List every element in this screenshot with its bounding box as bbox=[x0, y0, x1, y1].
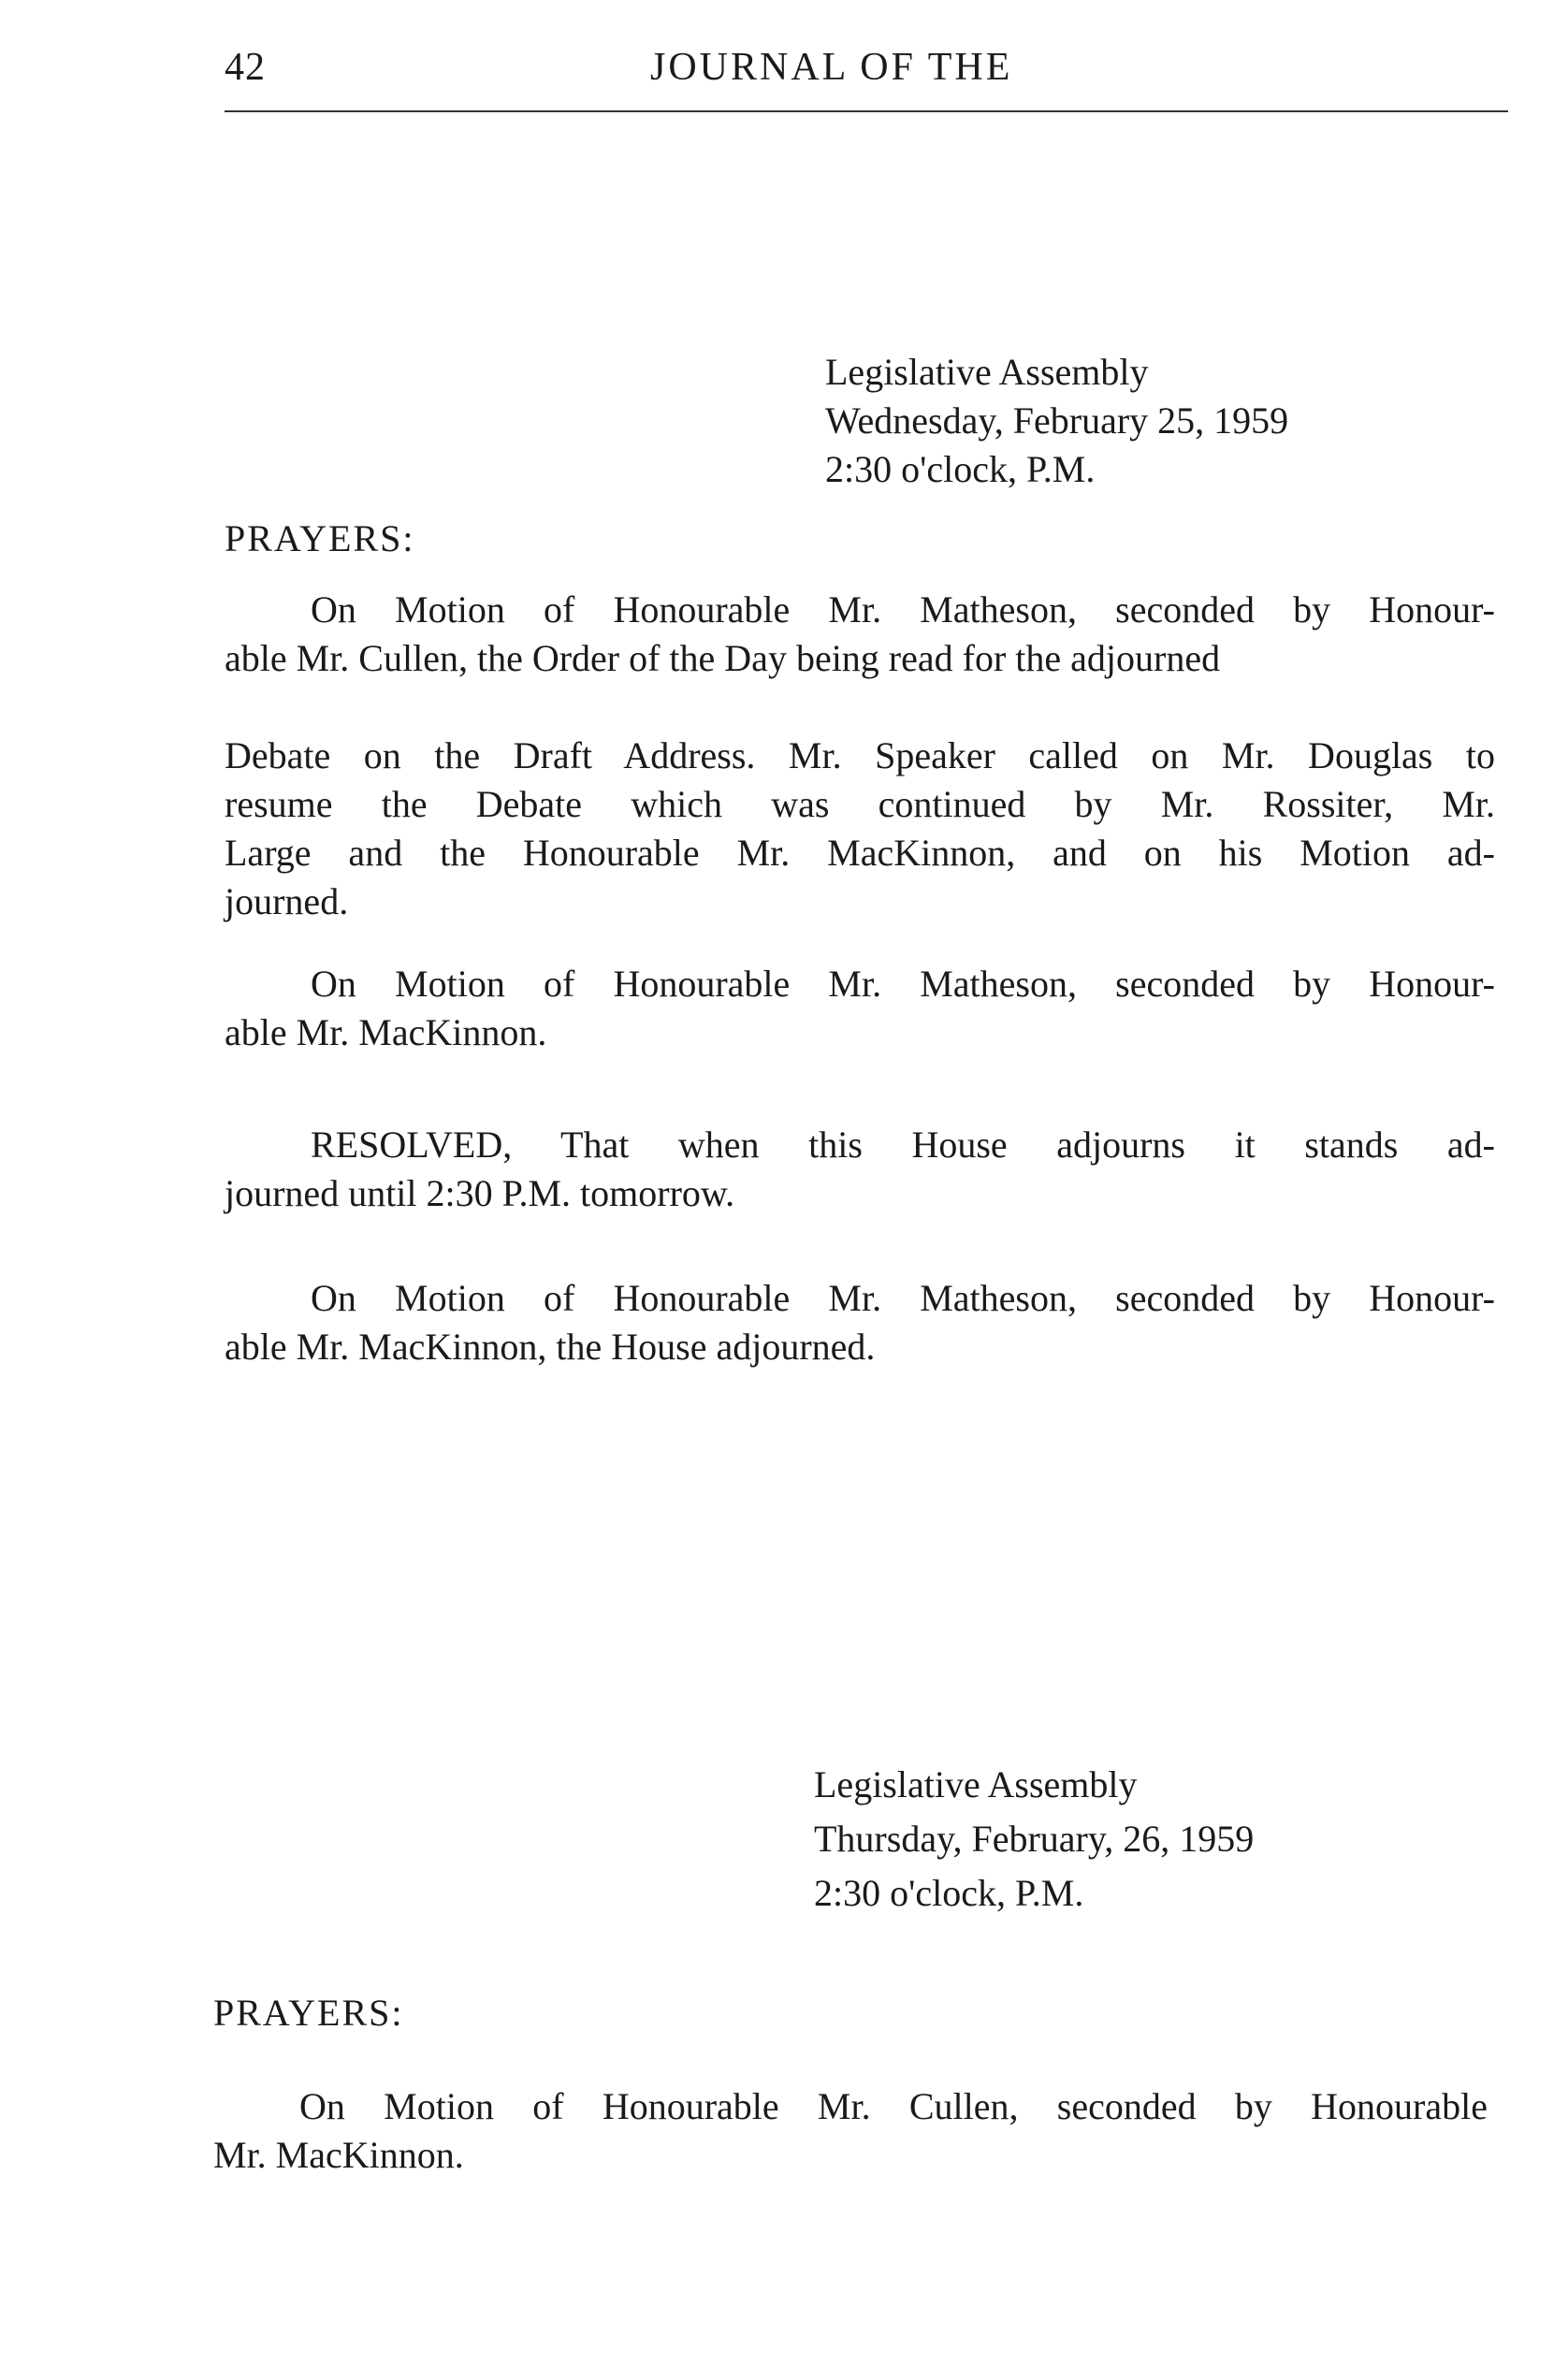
session-2-prayers-heading: PRAYERS: bbox=[213, 1992, 404, 2034]
running-head: JOURNAL OF THE bbox=[650, 46, 1013, 89]
session-1-p2-line-1: Debate on the Draft Address. Mr. Speaker called on Mr. Douglas to bbox=[225, 734, 1495, 776]
session-1-p2-line-3: Large and the Honourable Mr. MacKinnon, and on his Motion ad- bbox=[225, 832, 1495, 874]
header-rule bbox=[225, 110, 1508, 112]
session-1-p1-line-1: On Motion of Honourable Mr. Matheson, seconded by Honour- bbox=[311, 588, 1495, 631]
session-1-time: 2:30 o'clock, P.M. bbox=[825, 448, 1096, 490]
session-1-prayers-heading: PRAYERS: bbox=[225, 517, 415, 559]
session-2-time: 2:30 o'clock, P.M. bbox=[814, 1872, 1084, 1914]
session-1-p3-line-2: able Mr. MacKinnon. bbox=[225, 1011, 547, 1053]
session-1-p3-line-1: On Motion of Honourable Mr. Matheson, seconded by Honour- bbox=[311, 963, 1495, 1005]
session-1-paragraph-3 bbox=[225, 960, 1495, 1057]
session-1-p1-line-2: able Mr. Cullen, the Order of the Day being read for the adjourned bbox=[225, 637, 1221, 679]
session-2-dateline bbox=[814, 1761, 1254, 1918]
session-1-paragraph-1 bbox=[225, 586, 1495, 683]
session-2-paragraph-1 bbox=[213, 2082, 1488, 2180]
session-1-assembly: Legislative Assembly bbox=[825, 351, 1149, 393]
session-2-p1-line-1: On Motion of Honourable Mr. Cullen, seconded by Honourable bbox=[299, 2085, 1488, 2127]
session-1-paragraph-5 bbox=[225, 1274, 1495, 1371]
session-2-date: Thursday, February, 26, 1959 bbox=[814, 1818, 1255, 1860]
session-1-p2-line-4: journed. bbox=[225, 880, 349, 922]
session-2-assembly: Legislative Assembly bbox=[814, 1763, 1138, 1805]
session-1-p4-line-2: journed until 2:30 P.M. tomorrow. bbox=[225, 1172, 735, 1214]
session-2-p1-line-2: Mr. MacKinnon. bbox=[213, 2134, 464, 2176]
session-1-paragraph-4 bbox=[225, 1121, 1495, 1218]
session-1-p5-line-1: On Motion of Honourable Mr. Matheson, seconded by Honour- bbox=[311, 1277, 1495, 1319]
session-1-p2-line-2: resume the Debate which was continued by Mr. Rossiter, Mr. bbox=[225, 783, 1495, 825]
session-1-dateline bbox=[825, 348, 1288, 494]
page-header bbox=[225, 45, 1508, 120]
page-number: 42 bbox=[225, 46, 266, 89]
session-1-date: Wednesday, February 25, 1959 bbox=[825, 399, 1289, 442]
session-1-p4-line-1: RESOLVED, That when this House adjourns it stands ad- bbox=[311, 1124, 1495, 1166]
session-1-paragraph-2 bbox=[225, 732, 1495, 926]
session-1-p5-line-2: able Mr. MacKinnon, the House adjourned. bbox=[225, 1326, 876, 1368]
